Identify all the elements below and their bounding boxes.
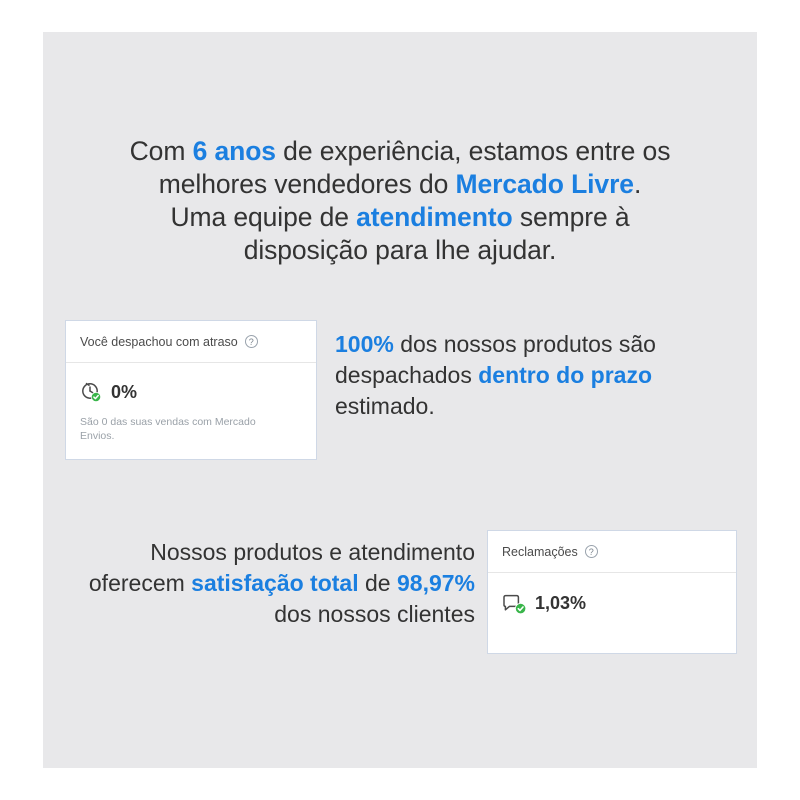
chat-icon [502,594,526,614]
shipping-delay-card [65,320,317,460]
bottom-paragraph: Nossos produtos e atendimento oferecem satisfação total de 98,97% dos nossos clientes [88,539,475,627]
headline-line-2: melhores vendedores do Mercado Livre. [158,169,642,199]
poster-canvas [43,32,757,768]
headline [43,135,757,267]
claims-metric-value: 1,03% [535,593,587,613]
claims-card-header [488,531,736,573]
shipping-card-header [66,321,316,363]
help-icon[interactable]: ? [585,545,598,558]
claims-card-body [488,573,736,614]
shipping-metric-row [80,381,302,403]
clock-icon [80,381,102,403]
headline-line-3: Uma equipe de atendimento sempre à [170,202,630,232]
headline-line-1: Com 6 anos de experiência, estamos entre os [129,136,671,166]
help-icon[interactable]: ? [245,335,258,348]
middle-paragraph: 100% dos nossos produtos são despachados dentro do prazo estimado. [335,331,656,419]
shipping-card-title: Você despachou com atraso [80,334,238,349]
headline-line-4: disposição para lhe ajudar. [243,235,557,265]
claims-card-title: Reclamações [502,544,578,559]
shipping-card-body [66,363,316,443]
shipping-card-note: São 0 das suas vendas com Mercado Envios. [80,416,256,442]
claims-card [487,530,737,654]
shipping-metric-value: 0% [111,381,138,402]
claims-metric-row [502,593,722,614]
